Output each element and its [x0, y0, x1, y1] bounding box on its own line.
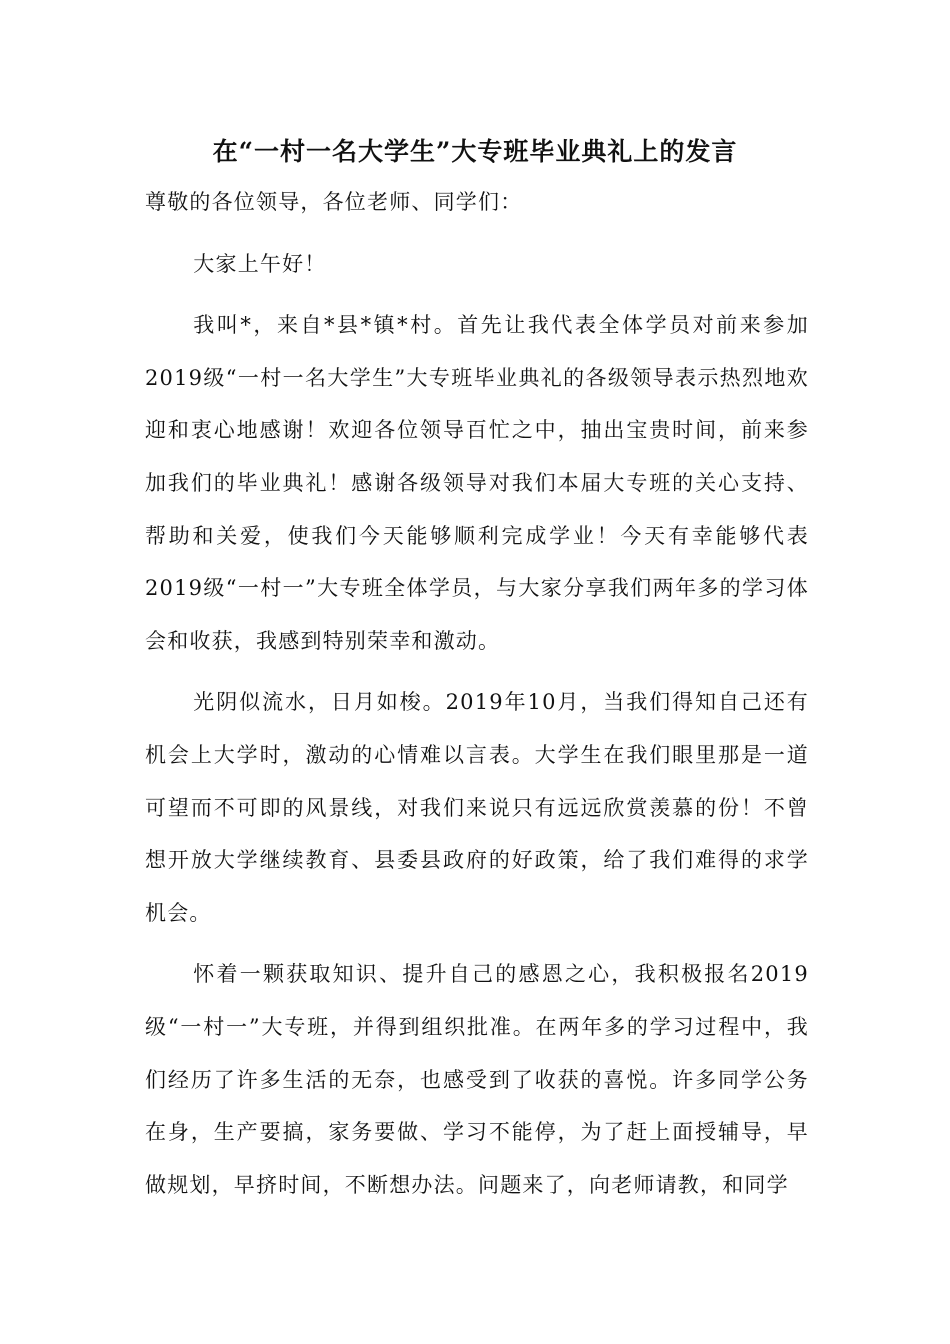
- document-title: 在“一村一名大学生”大专班毕业典礼上的发言: [212, 137, 738, 166]
- paragraph-study-experience: 怀着一颗获取知识、提升自己的感恩之心，我积极报名2019级“一村一”大专班，并得到组织批准。在两年多的学习过程中，我们经历了许多生活的无奈，也感受到了收获的喜悦。许多同学公务在身，生产要搞，家务要做、学习不能停，为了赶上面授辅导，早做规划，早挤时间，不断想办法。问题来了，向老师请教，和同学: [145, 962, 809, 1197]
- paragraph-greeting: 大家上午好！: [193, 251, 327, 276]
- document-body: [145, 176, 809, 1220]
- paragraph-opportunity: 光阴似流水，日月如梭。2019年10月，当我们得知自己还有机会上大学时，激动的心情难以言表。大学生在我们眼里那是一道可望而不可即的风景线，对我们来说只有远远欣赏羡慕的份！不曾想开放大学继续教育、县委县政府的好政策，给了我们难得的求学机会。: [145, 690, 809, 925]
- salutation: 尊敬的各位领导，各位老师、同学们：: [145, 190, 523, 214]
- paragraph-introduction: 我叫*，来自*县*镇*村。首先让我代表全体学员对前来参加2019级“一村一名大学生”大专班毕业典礼的各级领导表示热烈地欢迎和衷心地感谢！欢迎各位领导百忙之中，抽出宝贵时间，前来参加我们的毕业典礼！感谢各级领导对我们本届大专班的关心支持、帮助和关爱，使我们今天能够顺利完成学业！今天有幸能够代表2019级“一村一”大专班全体学员，与大家分享我们两年多的学习体会和收获，我感到特别荣幸和激动。: [145, 313, 809, 653]
